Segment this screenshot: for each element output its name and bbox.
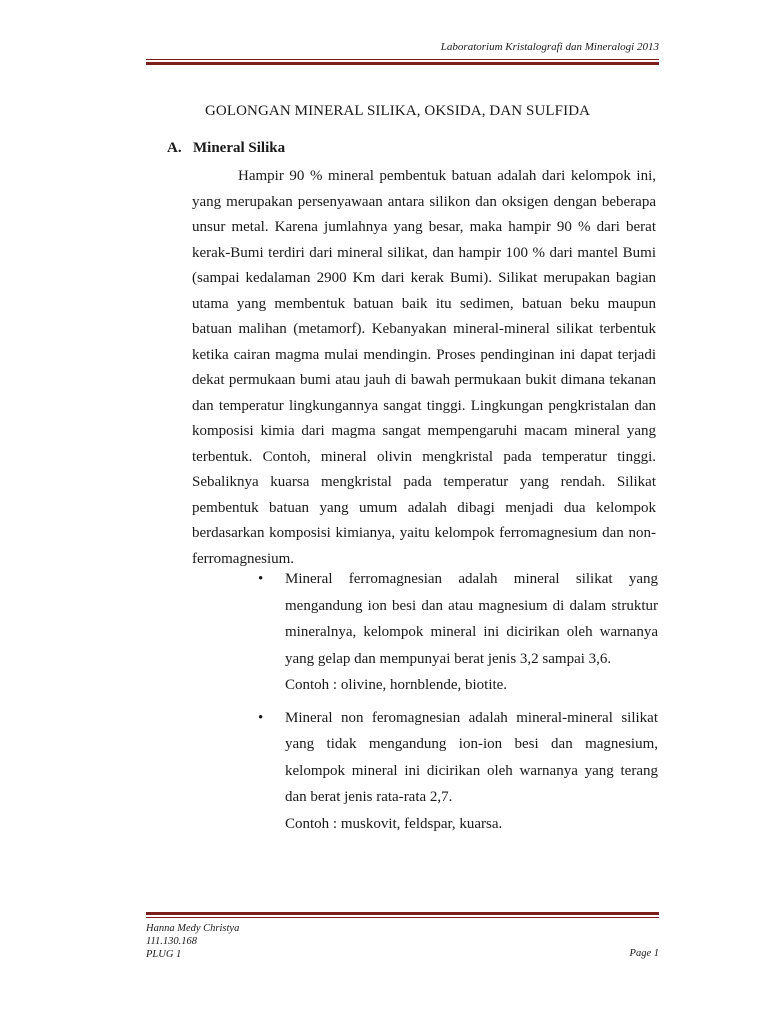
section-heading: [167, 140, 285, 157]
header-rule-thin: [146, 59, 659, 60]
footer-rule-thick: [146, 912, 659, 915]
footer-author-block: [146, 922, 239, 961]
footer-page-number: Page 1: [629, 948, 659, 959]
bullet-text: Mineral non feromagnesian adalah mineral-mineral silikat yang tidak mengandung ion-ion besi dan magnesium, kelompok mineral ini dicirikan oleh warnanya yang terang dan berat jenis rata-rata 2,7.: [285, 709, 658, 805]
bullet-example: Contoh : muskovit, feldspar, kuarsa.: [285, 815, 503, 832]
section-paragraph: Hampir 90 % mineral pembentuk batuan adalah dari kelompok ini, yang merupakan persenyawaan antara silikon dan oksigen dengan beberapa unsur metal. Karena jumlahnya yang besar, maka hampir 90 % dari berat kerak-Bumi terdiri dari mineral silikat, dan hampir 100 % dari mantel Bumi (sampai kedalaman 2900 Km dari kerak Bumi). Silikat merupakan bagian utama yang membentuk batuan baik itu sedimen, batuan beku maupun batuan malihan (metamorf). Kebanyakan mineral-mineral silikat terbentuk ketika cairan magma mulai mendingin. Proses pendinginan ini dapat terjadi dekat permukaan bumi atau jauh di bawah permukaan bukit dimana tekanan dan temperatur lingkungannya sangat tinggi. Lingkungan pengkristalan dan komposisi kimia dari magma sangat mempengaruhi macam mineral yang terbentuk. Contoh, mineral olivin mengkristal pada temperatur tinggi. Sebaliknya kuarsa mengkristal pada temperatur yang rendah. Silikat pembentuk batuan yang umum adalah dibagi menjadi dua kelompok berdasarkan komposisi kimianya, yaitu kelompok ferromagnesium dan non-ferromagnesium.: [192, 168, 656, 567]
list-item: [258, 705, 658, 838]
section-heading-text: Mineral Silika: [193, 140, 286, 156]
bullet-example: Contoh : olivine, hornblende, biotite.: [285, 677, 508, 693]
footer-author: Hanna Medy Christya: [146, 923, 240, 934]
header-lab-name: Laboratorium Kristalografi dan Mineralogi 2013: [440, 41, 659, 53]
footer-student-id: 111.130.168: [146, 936, 197, 947]
section-letter: A.: [167, 140, 182, 156]
list-item: [258, 566, 658, 699]
bullet-text: Mineral ferromagnesian adalah mineral silikat yang mengandung ion besi dan atau magnesium di dalam struktur mineralnya, kelompok mineral ini dicirikan oleh warnanya yang gelap dan mempunyai berat jenis 3,2 sampai 3,6.: [285, 571, 658, 667]
bullet-icon: •: [258, 709, 264, 726]
header-rule-thick: [146, 62, 659, 65]
document-title: GOLONGAN MINERAL SILIKA, OKSIDA, DAN SULFIDA: [205, 103, 591, 119]
bullet-list: [258, 566, 658, 843]
footer-rule-thin: [146, 917, 659, 918]
footer-group: PLUG 1: [146, 949, 182, 960]
bullet-icon: •: [258, 571, 264, 587]
